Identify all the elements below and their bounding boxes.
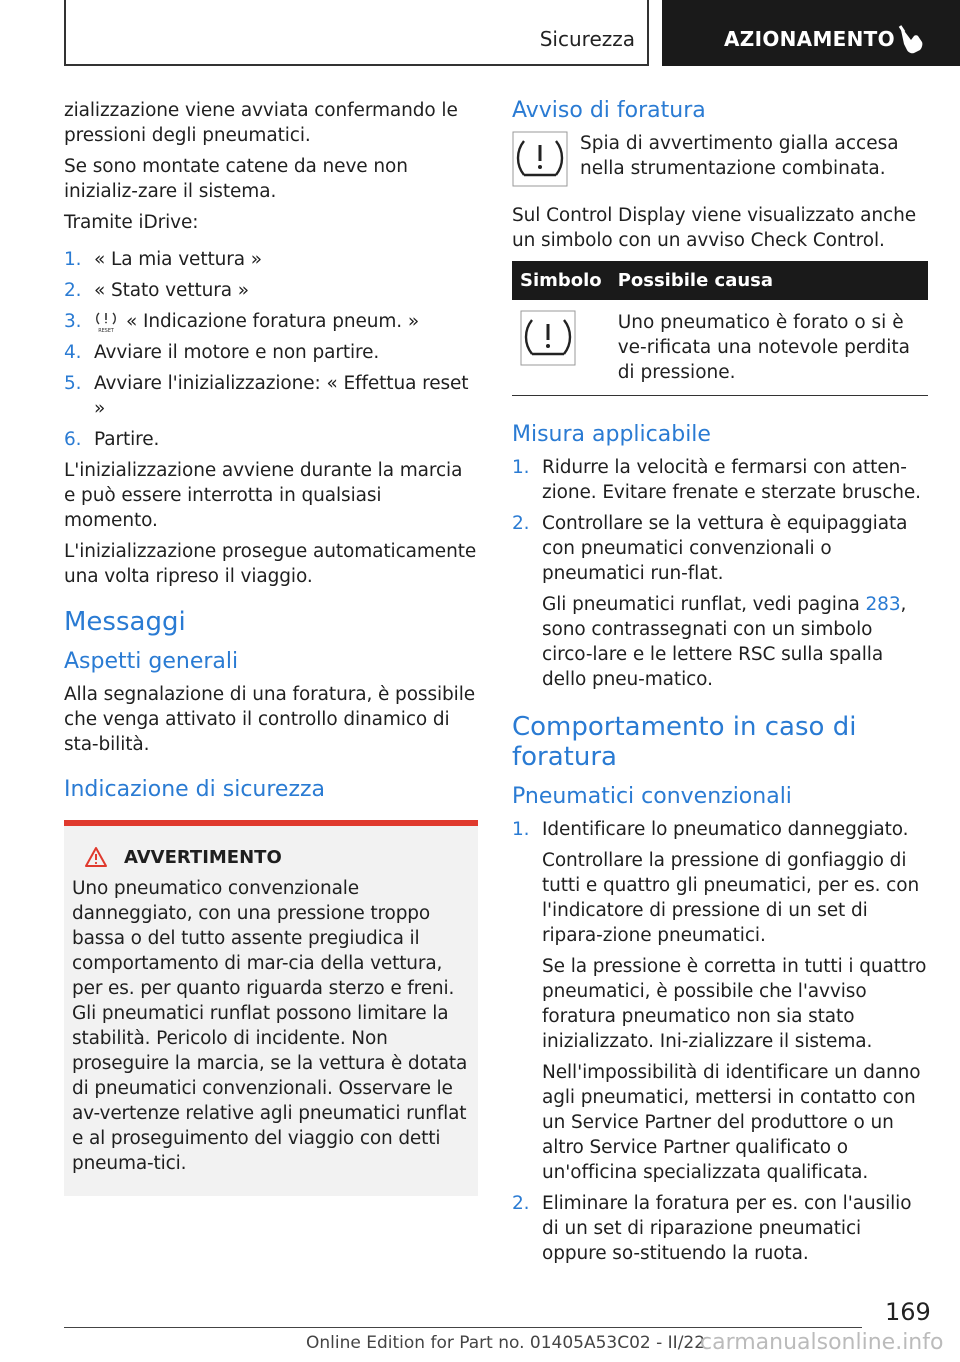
warning-title: AVVERTIMENTO <box>72 846 470 868</box>
list-subparagraph: Controllare la pressione di gonfiaggio di tutti e quattro gli pneumatici, per es. con l'indicatore di pressione di un set di ripara-zione pneumatici. <box>542 850 920 946</box>
header-chapter-box <box>662 0 960 66</box>
tire-reset-icon <box>94 310 118 334</box>
table-header-causa: Possibile causa <box>610 261 928 300</box>
warning-text: Uno pneumatico convenzionale danneggiato, con una pressione troppo bassa o del tutto assente pregiudica il comportamento di mar-cia della vettura, per es. per quanto riguarda sterzo e freni. Gli pneumatici runflat possono limitare la stabilità. Pericolo di incidente. Non proseguire la marcia, se la vettura è dotata di pneumatici convenzionali. Osservare le av-vertenze relative agli pneumatici runflat e al proseguimento del viaggio con detti pneuma-tici. <box>72 878 468 1174</box>
init-during-drive: L'inizializzazione avviene durante la marcia e può essere interrotta in qualsiasi momento. <box>64 460 463 531</box>
init-continues: L'inizializzazione prosegue automaticamente una volta ripreso il viaggio. <box>64 541 477 587</box>
table-cell-cause: Uno pneumatico è forato o si è ve-rificata una notevole perdita di pressione. <box>610 300 928 396</box>
runflat-note: Gli pneumatici runflat, vedi pagina 283, sono contrassegnati con un simbolo circo-lare e le lettere RSC sulla spalla dello pneu-matico. <box>542 594 907 690</box>
section-title: Sicurezza <box>539 27 635 51</box>
tire-pressure-warning-icon <box>520 310 576 366</box>
list-item: 6. Partire. <box>64 429 160 450</box>
list-item: 1. Ridurre la velocità e fermarsi con atten-zione. Evitare frenate e sterzate brusche. <box>512 457 921 503</box>
heading-aspetti-generali: Aspetti generali <box>64 649 239 674</box>
table-header-simbolo: Simbolo <box>512 261 610 300</box>
page-number: 169 <box>885 1298 931 1326</box>
list-item: 2. Controllare se la vettura è equipaggiata con pneumatici convenzionali o pneumatici run-flat. Gli pneumatici runflat, vedi pagina 283, sono contrassegnati con un simbolo circo-lare e le lettere RSC sulla spalla dello pneu-matico. <box>512 511 928 692</box>
intro-paragraph: zializzazione viene avviata confermando le pressioni degli pneumatici. <box>64 100 458 146</box>
heading-comportamento: Comportamento in caso di foratura <box>512 712 857 772</box>
list-subparagraph: Nell'impossibilità di identificare un danno agli pneumatici, mettersi in contatto con un Service Partner del produttore o un altro Service Partner qualificato o un'officina specializzata qualificata. <box>542 1062 921 1183</box>
list-item: 2. Eliminare la foratura per es. con l'ausilio di un set di riparazione pneumatici oppure so-stituendo la ruota. <box>512 1193 912 1264</box>
list-item: 3. RESET « Indicazione foratura pneum. » <box>64 311 420 334</box>
header-section-box <box>64 0 649 66</box>
idrive-intro: Tramite iDrive: <box>64 212 199 233</box>
causes-table <box>512 261 928 396</box>
heading-indicazione-sicurezza: Indicazione di sicurezza <box>64 777 326 802</box>
list-item: 2. « Stato vettura » <box>64 280 249 301</box>
snow-chain-note: Se sono montate catene da neve non inizializ-zare il sistema. <box>64 156 408 202</box>
heading-avviso-foratura: Avviso di foratura <box>512 98 706 123</box>
footer-edition: Online Edition for Part no. 01405A53C02 - II/22 <box>306 1333 706 1353</box>
misura-steps <box>512 455 928 692</box>
table-row <box>512 300 928 396</box>
avviso-text: Spia di avvertimento gialla accesa nella strumentazione combinata. <box>580 133 899 179</box>
pointing-hand-icon <box>898 24 924 54</box>
heading-misura-applicabile: Misura applicabile <box>512 422 711 447</box>
list-item: 1. « La mia vettura » <box>64 249 263 270</box>
footer-watermark: carmanualsonline.info <box>700 1330 944 1355</box>
page-link[interactable]: 283 <box>865 594 901 615</box>
svg-text:RESET: RESET <box>98 328 114 334</box>
heading-messaggi: Messaggi <box>64 607 186 637</box>
list-item: 4. Avviare il motore e non partire. <box>64 342 380 363</box>
pneu-steps <box>512 817 928 1266</box>
tire-pressure-warning-icon <box>512 131 578 187</box>
heading-pneumatici-convenzionali: Pneumatici convenzionali <box>512 784 792 809</box>
avviso-row <box>512 131 928 187</box>
chapter-title: AZIONAMENTO <box>724 27 895 51</box>
list-item: 1. Identificare lo pneumatico danneggiato. Controllare la pressione di gonfiaggio di tutti e quattro gli pneumatici, per es. con l'indicatore di pressione di un set di ripara-zione pneumatici. Se la pressione è corretta in tutti i quattro pneumatici, è possibile che l'avviso foratura pneumatico non sia stato inizializzato. Ini-zializzare il sistema. Nell'impossibilità di identificare un danno agli pneumatici, mettersi in contatto con un Service Partner del produttore o un altro Service Partner qualificato o un'officina specializzata qualificata. <box>512 819 927 1183</box>
aspetti-text: Alla segnalazione di una foratura, è possibile che venga attivato il controllo dinamico di sta-bilità. <box>64 684 476 755</box>
warning-box <box>64 820 478 1196</box>
warning-triangle-icon <box>84 846 108 868</box>
idrive-steps <box>64 247 478 452</box>
footer-divider <box>64 1327 862 1328</box>
control-display-text: Sul Control Display viene visualizzato anche un simbolo con un avviso Check Control. <box>512 205 916 251</box>
list-item: 5. Avviare l'inizializzazione: « Effettua reset » <box>64 373 469 419</box>
left-column <box>64 98 478 1196</box>
list-subparagraph: Se la pressione è corretta in tutti i quattro pneumatici, è possibile che l'avviso foratura pneumatico non sia stato inizializzato. Ini-zializzare il sistema. <box>542 956 927 1052</box>
right-column <box>512 98 928 1272</box>
